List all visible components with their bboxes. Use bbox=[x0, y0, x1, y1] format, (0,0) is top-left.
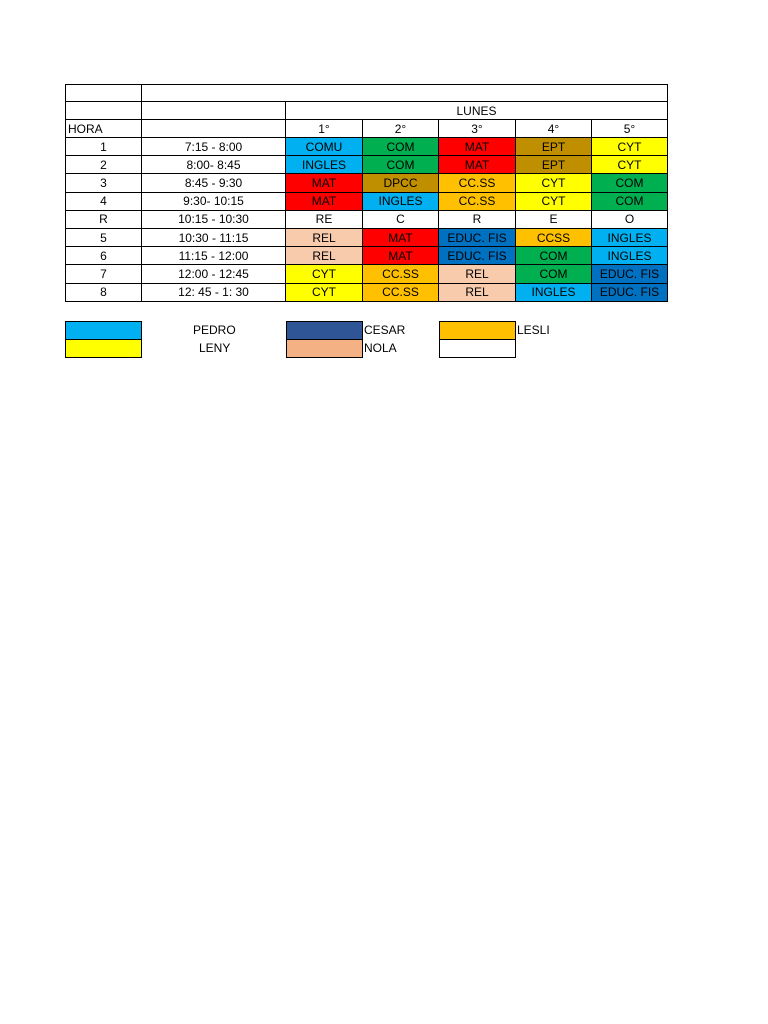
subject-cell: CYT bbox=[286, 284, 363, 302]
subject-cell: O bbox=[592, 211, 668, 229]
legend-teacher-name: LENY bbox=[199, 341, 231, 355]
subject-cell: EDUC. FIS bbox=[439, 229, 516, 247]
subject-cell: E bbox=[516, 211, 592, 229]
subject-cell: EDUC. FIS bbox=[592, 265, 668, 283]
time-slot: 11:15 - 12:00 bbox=[142, 247, 286, 265]
hora-number: 4 bbox=[65, 193, 142, 211]
hora-number: 8 bbox=[65, 284, 142, 302]
subject-cell: RE bbox=[286, 211, 363, 229]
subject-cell: CC.SS bbox=[363, 284, 439, 302]
grade-heading: 3° bbox=[439, 120, 516, 138]
legend-swatch bbox=[65, 321, 142, 340]
blank-cell bbox=[142, 120, 286, 138]
hora-number: 2 bbox=[65, 156, 142, 174]
legend-swatch bbox=[65, 339, 142, 358]
schedule-table bbox=[65, 84, 668, 302]
grade-heading: 4° bbox=[516, 120, 592, 138]
time-slot: 12:00 - 12:45 bbox=[142, 265, 286, 283]
time-slot: 7:15 - 8:00 bbox=[142, 138, 286, 156]
legend-teacher-name: CESAR bbox=[364, 323, 406, 337]
subject-cell: EPT bbox=[516, 156, 592, 174]
subject-cell: MAT bbox=[286, 193, 363, 211]
subject-cell: CC.SS bbox=[439, 174, 516, 192]
subject-cell: COM bbox=[516, 247, 592, 265]
blank-cell bbox=[65, 84, 142, 102]
subject-cell: REL bbox=[286, 247, 363, 265]
hora-number: 1 bbox=[65, 138, 142, 156]
subject-cell: EPT bbox=[516, 138, 592, 156]
time-slot: 10:30 - 11:15 bbox=[142, 229, 286, 247]
subject-cell: COM bbox=[516, 265, 592, 283]
subject-cell: REL bbox=[286, 229, 363, 247]
grade-heading: 5° bbox=[592, 120, 668, 138]
hora-number: 7 bbox=[65, 265, 142, 283]
subject-cell: MAT bbox=[286, 174, 363, 192]
subject-cell: COMU bbox=[286, 138, 363, 156]
hora-heading: HORA bbox=[65, 120, 142, 138]
hora-number: 6 bbox=[65, 247, 142, 265]
time-slot: 9:30- 10:15 bbox=[142, 193, 286, 211]
subject-cell: MAT bbox=[439, 138, 516, 156]
subject-cell: INGLES bbox=[363, 193, 439, 211]
subject-cell: MAT bbox=[439, 156, 516, 174]
time-slot: 8:45 - 9:30 bbox=[142, 174, 286, 192]
subject-cell: CYT bbox=[592, 156, 668, 174]
subject-cell: EDUC. FIS bbox=[439, 247, 516, 265]
day-heading: LUNES bbox=[286, 102, 668, 120]
hora-number: R bbox=[65, 211, 142, 229]
legend-teacher-name: LESLI bbox=[517, 323, 550, 337]
subject-cell: EDUC. FIS bbox=[592, 284, 668, 302]
time-slot: 10:15 - 10:30 bbox=[142, 211, 286, 229]
blank-cell bbox=[142, 102, 286, 120]
subject-cell: R bbox=[439, 211, 516, 229]
subject-cell: INGLES bbox=[592, 229, 668, 247]
time-slot: 8:00- 8:45 bbox=[142, 156, 286, 174]
subject-cell: COM bbox=[592, 174, 668, 192]
legend-swatch bbox=[286, 339, 363, 358]
subject-cell: CC.SS bbox=[363, 265, 439, 283]
grade-heading: 1° bbox=[286, 120, 363, 138]
subject-cell: CYT bbox=[592, 138, 668, 156]
subject-cell: INGLES bbox=[516, 284, 592, 302]
legend-swatch bbox=[439, 339, 516, 358]
subject-cell: CYT bbox=[286, 265, 363, 283]
hora-number: 3 bbox=[65, 174, 142, 192]
subject-cell: REL bbox=[439, 265, 516, 283]
legend-teacher-name: PEDRO bbox=[193, 323, 236, 337]
subject-cell: COM bbox=[363, 156, 439, 174]
subject-cell: MAT bbox=[363, 229, 439, 247]
blank-cell bbox=[65, 102, 142, 120]
subject-cell: CYT bbox=[516, 193, 592, 211]
blank-header-cell bbox=[142, 84, 668, 102]
time-slot: 12: 45 - 1: 30 bbox=[142, 284, 286, 302]
subject-cell: INGLES bbox=[592, 247, 668, 265]
grade-heading: 2° bbox=[363, 120, 439, 138]
subject-cell: C bbox=[363, 211, 439, 229]
subject-cell: INGLES bbox=[286, 156, 363, 174]
subject-cell: COM bbox=[592, 193, 668, 211]
subject-cell: REL bbox=[439, 284, 516, 302]
legend-swatch bbox=[286, 321, 363, 340]
hora-number: 5 bbox=[65, 229, 142, 247]
subject-cell: CC.SS bbox=[439, 193, 516, 211]
subject-cell: DPCC bbox=[363, 174, 439, 192]
legend-swatch bbox=[439, 321, 516, 340]
legend-teacher-name: NOLA bbox=[364, 341, 397, 355]
subject-cell: CYT bbox=[516, 174, 592, 192]
subject-cell: COM bbox=[363, 138, 439, 156]
subject-cell: MAT bbox=[363, 247, 439, 265]
subject-cell: CCSS bbox=[516, 229, 592, 247]
